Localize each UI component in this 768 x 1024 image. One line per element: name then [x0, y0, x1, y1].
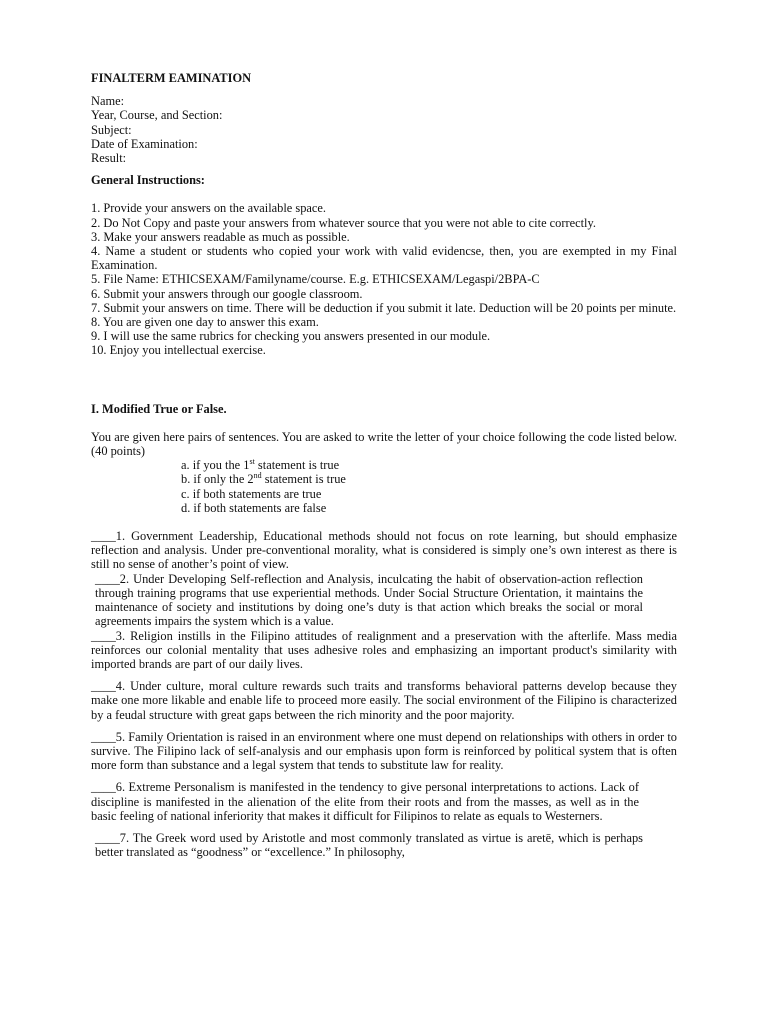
answer-code-options [91, 458, 677, 515]
option-d: d. if both statements are false [181, 500, 327, 515]
student-info-fields [91, 94, 677, 165]
instructions-list [91, 201, 677, 357]
option-c: c. if both statements are true [181, 486, 322, 501]
question-item-1: ____1. Government Leadership, Educational methods should not focus on rote learning, but should emphasize reflection and analysis. Under pre-conventional morality, what is considered is simply one’s own interest as there is still no sense of another’s point of view. [91, 529, 677, 572]
document-body [91, 71, 677, 859]
option-a: a. if you the 1st statement is true [181, 457, 340, 473]
instruction-item: 5. File Name: ETHICSEXAM/Familyname/course. E.g. ETHICSEXAM/Legaspi/2BPA-C [91, 272, 540, 287]
instruction-item: 1. Provide your answers on the available space. [91, 201, 327, 216]
instruction-item: 7. Submit your answers on time. There will be deduction if you submit it late. Deduction will be 20 points per minute. [91, 300, 677, 315]
question-item-7: ____7. The Greek word used by Aristotle and most commonly translated as virtue is aretē, which is perhaps better translated as “goodness” or “excellence.” In philosophy, [95, 830, 643, 860]
exam-title: FINALTERM EAMINATION [91, 71, 252, 85]
field-name: Name: [91, 94, 125, 109]
field-year-course-section: Year, Course, and Section: [91, 108, 223, 123]
section-heading: I. Modified True or False. [91, 401, 227, 416]
field-subject: Subject: [91, 122, 132, 137]
question-item-4: ____4. Under culture, moral culture rewards such traits and transforms behavioral patterns develop because they make one more likable and enable life to proceed more easily. The social environment of the Filipino is characterized by a feudal structure with great gaps between the rich minority and the poor majority. [91, 679, 677, 722]
option-b: b. if only the 2nd statement is true [181, 471, 346, 487]
instruction-item: 2. Do Not Copy and paste your answers from whatever source that you were not able to cite correctly. [91, 215, 596, 230]
instruction-item: 4. Name a student or students who copied your work with valid evidencse, then, you are exempted in my Final Examination. [91, 244, 677, 273]
instruction-item: 3. Make your answers readable as much as possible. [91, 229, 350, 244]
instruction-item: 6. Submit your answers through our google classroom. [91, 286, 363, 301]
instruction-item: 10. Enjoy you intellectual exercise. [91, 343, 266, 358]
instruction-item: 9. I will use the same rubrics for checking you answers presented in our module. [91, 329, 491, 344]
question-item-3: ____3. Religion instills in the Filipino attitudes of realignment and a preservation with the afterlife. Mass media reinforces our colonial mentality that uses adhesive roles and emphasizing an important product's similarity with imported brands are part of our daily lives. [91, 628, 677, 671]
instruction-item: 8. You are given one day to answer this exam. [91, 315, 319, 330]
question-item-6: ____6. Extreme Personalism is manifested in the tendency to give personal interpretations to actions. Lack of discipline is manifested in the alienation of the elite from their roots and from the masses, as well as in the basic feeling of national inferiority that makes it difficult for Filipinos to relate as equals to Westerners. [91, 780, 639, 823]
question-item-2: ____2. Under Developing Self-reflection and Analysis, inculcating the habit of observation-action reflection through training programs that use experiential methods. Under Social Structure Orientation, it maintains the maintenance of society and institutions by doing one’s duty is that action which breaks the social or moral agreements impairs the system which is a value. [95, 571, 643, 629]
section-intro: You are given here pairs of sentences. You are asked to write the letter of your choice following the code listed below. (40 points) [91, 429, 677, 459]
field-result: Result: [91, 151, 127, 166]
field-date: Date of Examination: [91, 136, 198, 151]
instructions-heading: General Instructions: [91, 173, 205, 188]
question-item-5: ____5. Family Orientation is raised in an environment where one must depend on relationships with others in order to survive. The Filipino lack of self-analysis and our emphasis upon form is reinforced by political system that is often more form than substance and a legal system that tends to substitute law for reality. [91, 729, 677, 773]
